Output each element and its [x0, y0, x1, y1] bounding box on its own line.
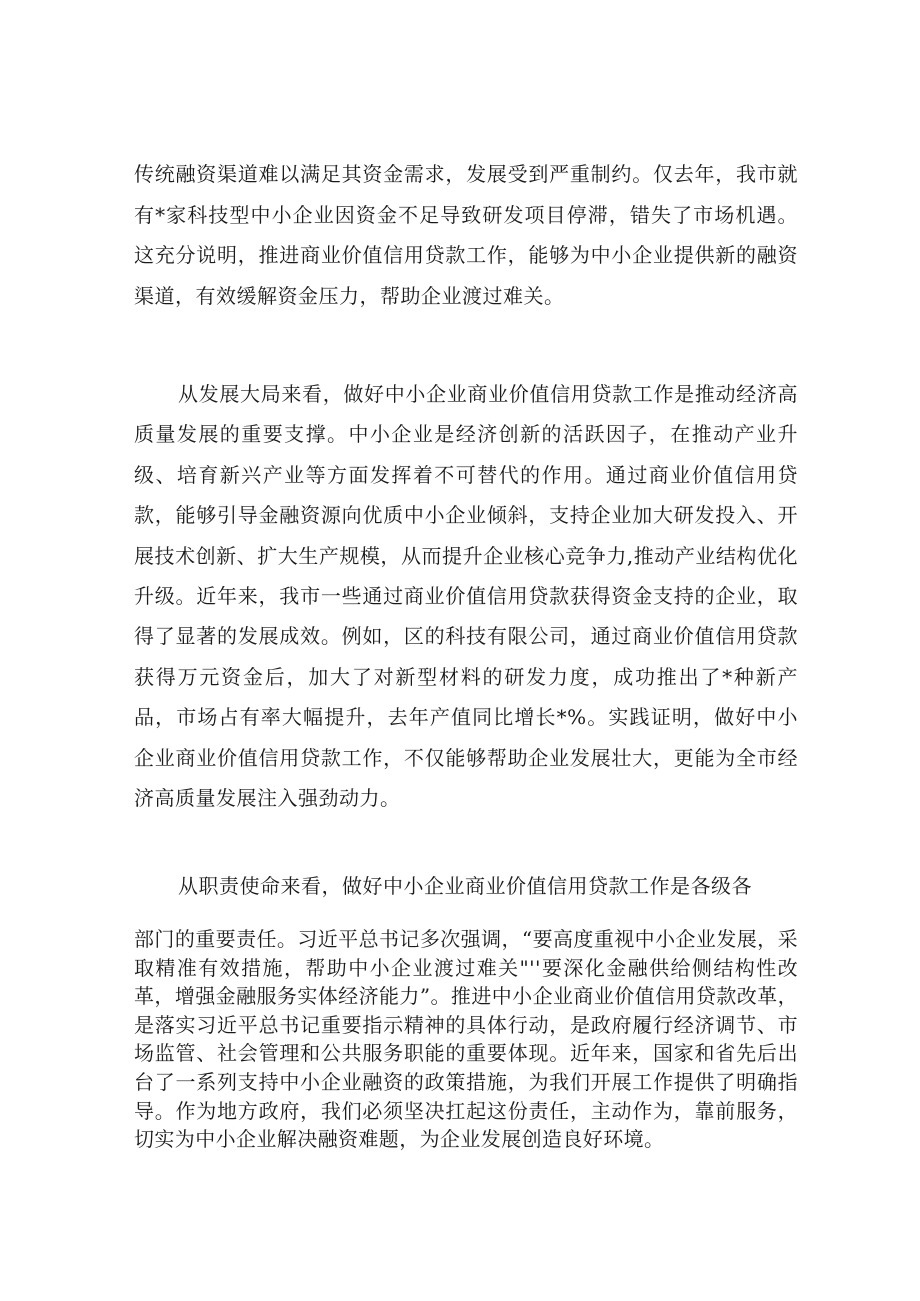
- paragraph-funding-channels: 传统融资渠道难以满足其资金需求，发展受到严重制约。仅去年，我市就有*家科技型中小企业因资金不足导致研发项目停滞，错失了市场机遇。这充分说明，推进商业价值信用贷款工作，能够为中小企业提供新的融资渠道，有效缓解资金压力，帮助企业渡过难关。: [134, 162, 798, 308]
- paragraph-responsibility-heading: 从职责使命来看，做好中小企业商业价值信用贷款工作是各级各: [178, 874, 752, 898]
- paragraph-responsibility-body: 部门的重要责任。习近平总书记多次强调，“要高度重视中小企业发展，采取精准有效措施，帮助中小企业渡过难关"''要深化金融供给侧结构性改革，增强金融服务实体经济能力”。推进中小企业商业价值信用贷款改革，是落实习近平总书记重要指示精神的具体行动，是政府履行经济调节、市场监管、社会管理和公共服务职能的重要体现。近年来，国家和省先后出台了一系列支持中小企业融资的政策措施，为我们开展工作提供了明确指导。作为地方政府，我们必须坚决扛起这份责任，主动作为，靠前服务，切实为中小企业解决融资难题，为企业发展创造良好环境。: [134, 927, 798, 1152]
- paragraph-development-overview: 从发展大局来看，做好中小企业商业价值信用贷款工作是推动经济高质量发展的重要支撑。中小企业是经济创新的活跃因子，在推动产业升级、培育新兴产业等方面发挥着不可替代的作用。通过商业价值信用贷款，能够引导金融资源向优质中小企业倾斜，支持企业加大研发投入、开展技术创新、扩大生产规模，从而提升企业核心竞争力,推动产业结构优化升级。近年来，我市一些通过商业价值信用贷款获得资金支持的企业，取得了显著的发展成效。例如，区的科技有限公司，通过商业价值信用贷款获得万元资金后，加大了对新型材料的研发力度，成功推出了*种新产品，市场占有率大幅提升，去年产值同比增长*%。实践证明，做好中小企业商业价值信用贷款工作，不仅能够帮助企业发展壮大，更能为全市经济高质量发展注入强劲动力。: [134, 382, 798, 811]
